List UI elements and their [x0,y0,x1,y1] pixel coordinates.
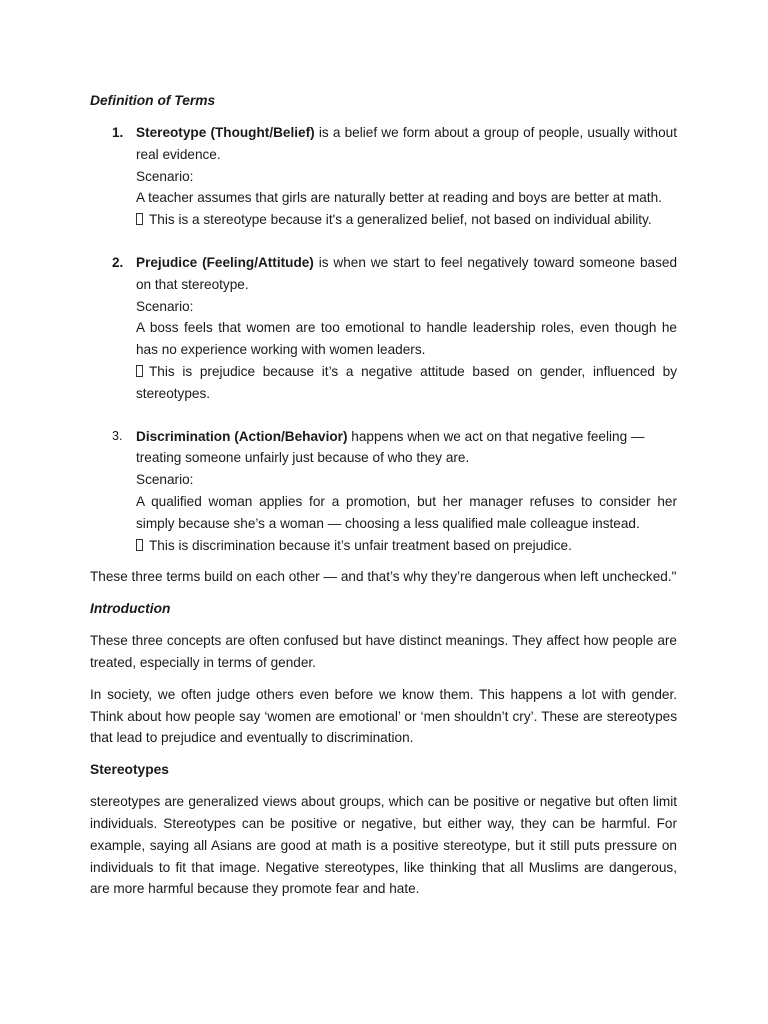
closing-paragraph: These three terms build on each other — and that’s why they’re dangerous when left unchecked." [90,569,677,585]
definition-text [136,426,677,470]
introduction-heading: Introduction [90,601,171,617]
missing-glyph-icon [136,539,143,551]
definition-item-prejudice [90,252,677,405]
missing-glyph-icon [136,365,143,377]
definitions-list [90,122,677,556]
term-name: Discrimination (Action/Behavior) [136,428,348,444]
scenario-text: A teacher assumes that girls are naturally better at reading and boys are better at math. [136,190,662,206]
definition-text [136,252,677,296]
explanation-line [136,209,677,231]
scenario-label: Scenario: [136,168,194,184]
explanation-line [136,361,677,405]
term-name: Prejudice (Feeling/Attitude) [136,254,314,270]
stereotypes-heading: Stereotypes [90,762,169,778]
definition-text [136,122,677,166]
scenario-text: A qualified woman applies for a promotion, but her manager refuses to consider her simply because she’s a woman — choosing a less qualified male colleague instead. [136,493,677,531]
term-name: Stereotype (Thought/Belief) [136,125,315,140]
explanation-text: This is discrimination because it’s unfair treatment based on prejudice. [149,537,572,553]
scenario-label: Scenario: [136,298,194,314]
stereotypes-paragraph: stereotypes are generalized views about groups, which can be positive or negative but often limit individuals. Stereotypes can be positive or negative, but either way, they can be harmful. For example, saying all Asians are good at math is a positive stereotype, but it still puts pressure on individuals to fit that image. Negative stereotypes, like thinking that all Muslims are dangerous, are more harmful because they promote fear and hate. [90,794,677,897]
term-definition: happens when we act on that negative feeling — treating someone unfairly just because of who they are. [136,428,645,466]
explanation-text: This is a stereotype because it's a generalized belief, not based on individual ability. [149,212,652,228]
explanation-text: This is prejudice because it’s a negative attitude based on gender, influenced by stereotypes. [136,363,677,401]
scenario-text: A boss feels that women are too emotional to handle leadership roles, even though he has no experience working with women leaders. [136,320,677,358]
introduction-paragraph-2: In society, we often judge others even before we know them. This happens a lot with gender. Think about how people say ‘women are emotional’ or ‘men shouldn’t cry’. These are stereotypes that lead to prejudice and eventually to discrimination. [90,686,677,746]
introduction-paragraph-1: These three concepts are often confused but have distinct meanings. They affect how people are treated, especially in terms of gender. [90,633,677,670]
term-definition: is when we start to feel negatively toward someone based on that stereotype. [136,254,678,292]
item-number: 3. [112,428,123,443]
item-number: 2. [112,254,124,270]
definition-item-stereotype [90,122,677,231]
term-definition: is a belief we form about a group of people, usually without real evidence. [136,125,678,162]
definitions-heading: Definition of Terms [90,93,216,108]
scenario-label: Scenario: [136,472,194,488]
document-page [90,90,677,910]
missing-glyph-icon [136,213,143,225]
explanation-line [136,535,677,557]
item-number: 1. [112,125,124,140]
definition-item-discrimination [90,426,677,557]
